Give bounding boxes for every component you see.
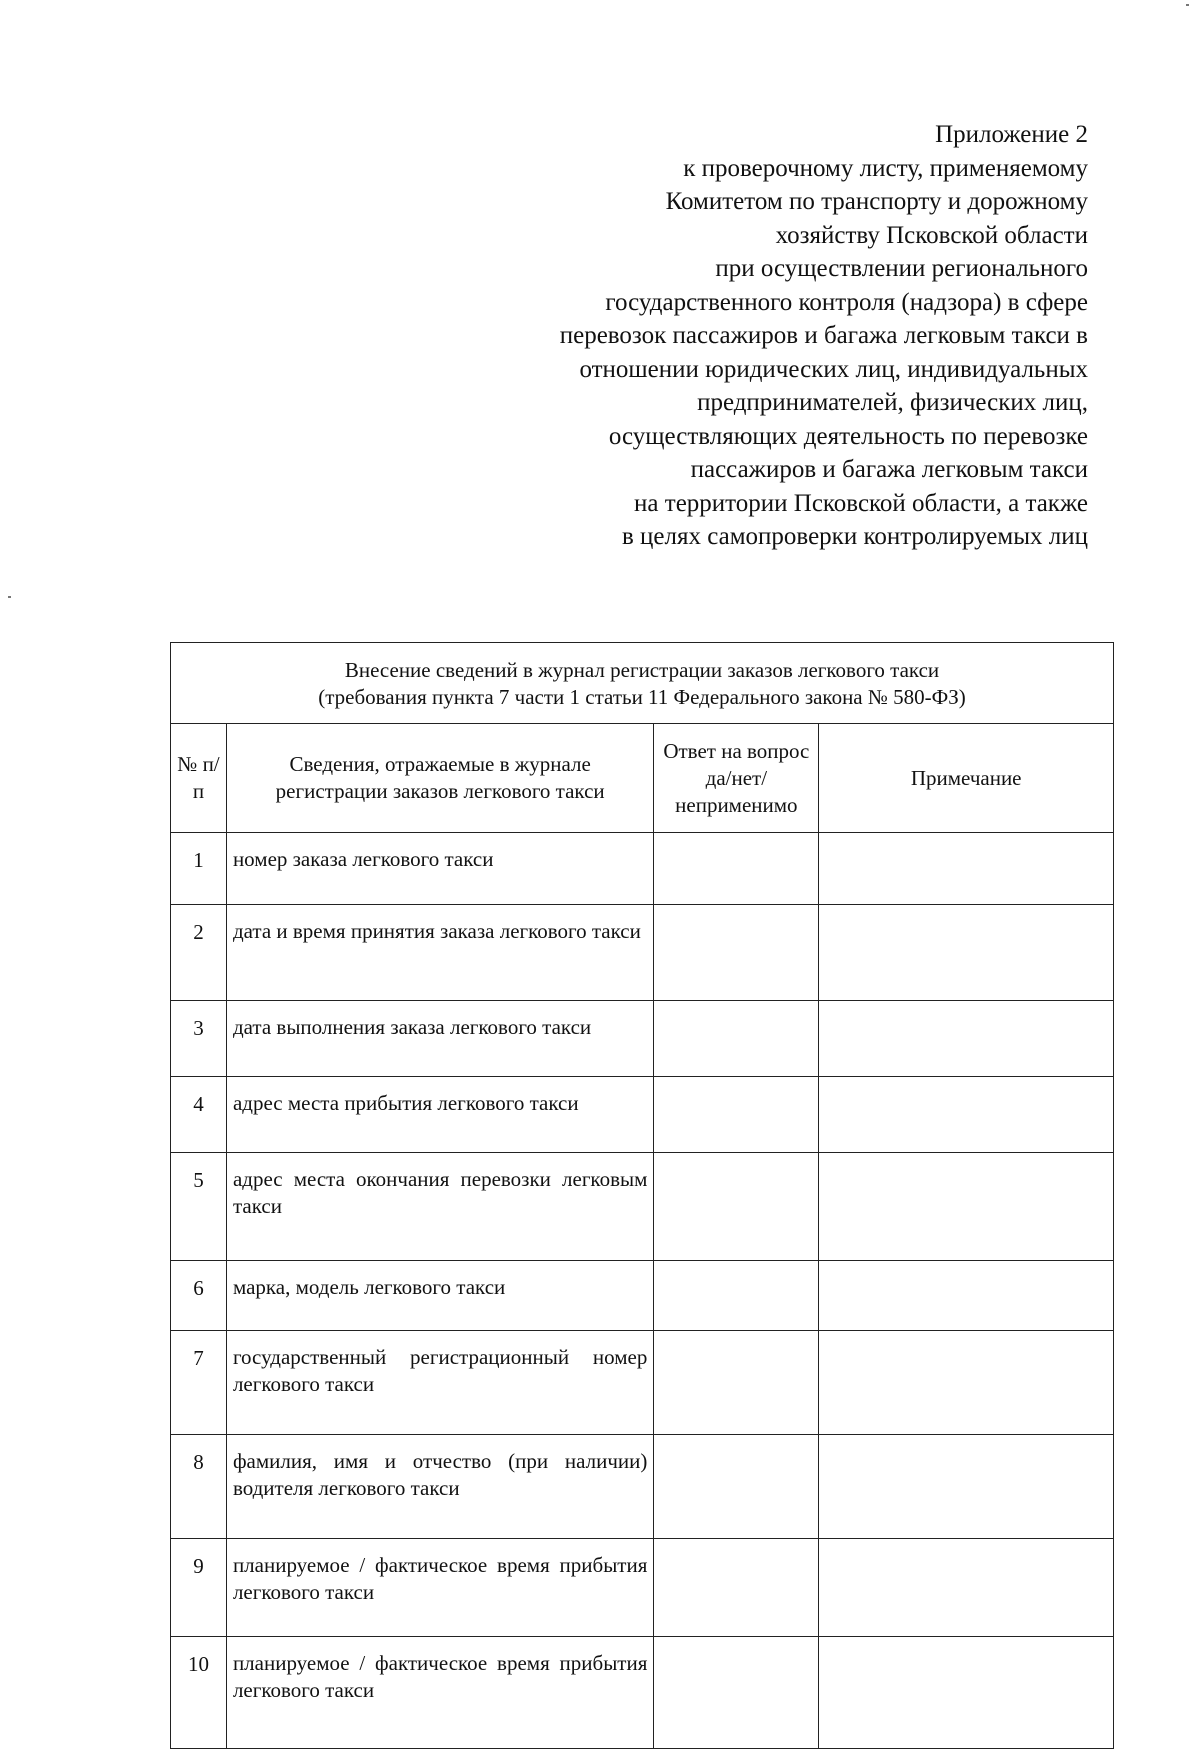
table-row	[171, 1331, 1114, 1435]
appendix-line: к проверочному листу, применяемому	[683, 154, 1088, 182]
table-row	[171, 1261, 1114, 1331]
row-number: 2	[171, 905, 227, 1001]
header-info: Сведения, отражаемые в журнале регистрации заказов легкового такси	[226, 724, 653, 833]
row-number: 5	[171, 1153, 227, 1261]
answer-cell[interactable]	[654, 1077, 819, 1153]
row-number: 9	[171, 1539, 227, 1637]
row-description: дата выполнения заказа легкового такси	[226, 1001, 653, 1077]
table-row	[171, 905, 1114, 1001]
answer-cell[interactable]	[654, 1331, 819, 1435]
table-row	[171, 1077, 1114, 1153]
appendix-line: отношении юридических лиц, индивидуальных	[579, 355, 1088, 383]
appendix-line: государственного контроля (надзора) в сфере	[605, 288, 1088, 316]
note-cell[interactable]	[819, 1435, 1114, 1539]
row-number: 8	[171, 1435, 227, 1539]
table-row	[171, 1001, 1114, 1077]
appendix-line: осуществляющих деятельность по перевозке	[608, 422, 1088, 450]
row-description: марка, модель легкового такси	[226, 1261, 653, 1331]
answer-cell[interactable]	[654, 1637, 819, 1749]
appendix-line: на территории Псковской области, а также	[634, 489, 1088, 517]
answer-cell[interactable]	[654, 1539, 819, 1637]
appendix-line: Комитетом по транспорту и дорожному	[665, 188, 1088, 215]
table-row	[171, 833, 1114, 905]
appendix-line: хозяйству Псковской области	[775, 221, 1088, 249]
note-cell[interactable]	[819, 1001, 1114, 1077]
row-number: 4	[171, 1077, 227, 1153]
row-number: 10	[171, 1637, 227, 1749]
row-description: фамилия, имя и отчество (при наличии) водителя легкового такси	[226, 1435, 653, 1539]
appendix-line: в целях самопроверки контролируемых лиц	[621, 523, 1088, 550]
row-description: дата и время принятия заказа легкового такси	[226, 905, 653, 1001]
row-description: планируемое / фактическое время прибытия легкового такси	[226, 1637, 653, 1749]
row-number: 6	[171, 1261, 227, 1331]
appendix-line: Приложение 2	[935, 121, 1088, 148]
caption-line: Внесение сведений в журнал регистрации заказов легкового такси	[344, 658, 940, 682]
note-cell[interactable]	[819, 833, 1114, 905]
row-number: 7	[171, 1331, 227, 1435]
table-row	[171, 1539, 1114, 1637]
row-number: 1	[171, 833, 227, 905]
note-cell[interactable]	[819, 1637, 1114, 1749]
scan-artifact	[1186, 4, 1189, 6]
note-cell[interactable]	[819, 1077, 1114, 1153]
row-description: адрес места прибытия легкового такси	[226, 1077, 653, 1153]
appendix-line: перевозок пассажиров и багажа легковым такси в	[559, 322, 1088, 349]
row-description: адрес места окончания перевозки легковым такси	[226, 1153, 653, 1261]
note-cell[interactable]	[819, 905, 1114, 1001]
note-cell[interactable]	[819, 1539, 1114, 1637]
note-cell[interactable]	[819, 1261, 1114, 1331]
table-row	[171, 1435, 1114, 1539]
answer-cell[interactable]	[654, 905, 819, 1001]
table-caption	[171, 643, 1114, 724]
appendix-header	[388, 118, 1088, 554]
note-cell[interactable]	[819, 1153, 1114, 1261]
header-number: № п/п	[171, 724, 227, 833]
answer-cell[interactable]	[654, 1261, 819, 1331]
row-description: государственный регистрационный номер легкового такси	[226, 1331, 653, 1435]
row-description: номер заказа легкового такси	[226, 833, 653, 905]
header-note: Примечание	[819, 724, 1114, 833]
appendix-line: предпринимателей, физических лиц,	[697, 389, 1088, 416]
answer-cell[interactable]	[654, 1153, 819, 1261]
scan-artifact	[8, 596, 11, 598]
caption-line: (требования пункта 7 части 1 статьи 11 Федерального закона № 580-ФЗ)	[318, 685, 966, 709]
appendix-line: пассажиров и багажа легковым такси	[690, 456, 1088, 483]
answer-cell[interactable]	[654, 833, 819, 905]
table-row	[171, 1637, 1114, 1749]
answer-cell[interactable]	[654, 1435, 819, 1539]
checklist-table	[170, 642, 1114, 1749]
note-cell[interactable]	[819, 1331, 1114, 1435]
header-answer: Ответ на вопрос да/нет/ неприменимо	[654, 724, 819, 833]
row-number: 3	[171, 1001, 227, 1077]
appendix-line: при осуществлении регионального	[715, 255, 1088, 282]
table-caption-row	[171, 643, 1114, 724]
answer-cell[interactable]	[654, 1001, 819, 1077]
row-description: планируемое / фактическое время прибытия легкового такси	[226, 1539, 653, 1637]
table-row	[171, 1153, 1114, 1261]
table-header-row	[171, 724, 1114, 833]
